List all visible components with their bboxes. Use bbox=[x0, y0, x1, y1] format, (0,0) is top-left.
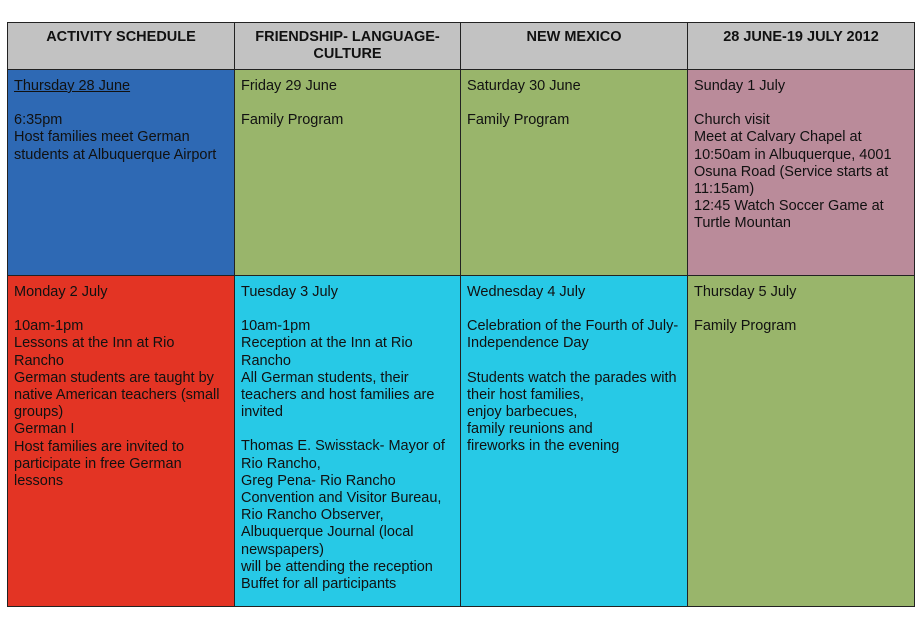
cell-sunday-1-july bbox=[688, 70, 915, 276]
event-text: fireworks in the evening bbox=[467, 438, 620, 455]
header-row bbox=[8, 23, 915, 70]
day-label: Wednesday 4 July bbox=[467, 284, 586, 300]
event-text: Meet at Calvary Chapel at 10:50am in Albuquerque, 4001 Osuna Road (Service starts at 11:15am) bbox=[694, 129, 896, 198]
day-label: Saturday 30 June bbox=[467, 78, 581, 94]
cell-thursday-28-june bbox=[8, 70, 235, 276]
header-dates: 28 JUNE-19 JULY 2012 bbox=[688, 23, 915, 70]
event-text: Greg Pena- Rio Rancho Convention and Visitor Bureau, bbox=[241, 472, 442, 507]
cell-tuesday-3-july bbox=[235, 276, 461, 607]
event-text: Family Program bbox=[241, 112, 344, 129]
event-text: Host families meet German students at Albuquerque Airport bbox=[14, 129, 217, 163]
event-text: Thomas E. Swisstack- Mayor of Rio Rancho, bbox=[241, 438, 449, 472]
header-activity-schedule: ACTIVITY SCHEDULE bbox=[8, 23, 235, 70]
cell-monday-2-july bbox=[8, 276, 235, 607]
header-new-mexico: NEW MEXICO bbox=[461, 23, 688, 70]
cell-friday-29-june bbox=[235, 70, 461, 276]
event-text: All German students, their teachers and host families are invited bbox=[241, 369, 439, 421]
event-text: will be attending the reception bbox=[241, 558, 433, 575]
week-row-2 bbox=[8, 276, 915, 607]
event-text: German I bbox=[14, 421, 75, 438]
day-label: Monday 2 July bbox=[14, 284, 108, 300]
cell-wednesday-4-july bbox=[461, 276, 688, 607]
event-text: Celebration of the Fourth of July- Independence Day bbox=[467, 318, 683, 352]
header-friendship: FRIENDSHIP- LANGUAGE-CULTURE bbox=[235, 23, 461, 70]
event-text: Host families are invited to participate in free German lessons bbox=[14, 438, 189, 490]
day-label: Sunday 1 July bbox=[694, 78, 786, 94]
activity-schedule-table bbox=[7, 22, 915, 607]
event-text: Reception at the Inn at Rio Rancho bbox=[241, 335, 417, 369]
event-text: Church visit bbox=[694, 112, 770, 129]
event-text: Rio Rancho Observer, bbox=[241, 507, 384, 524]
event-text: enjoy barbecues, bbox=[467, 404, 578, 421]
day-label: Thursday 28 June bbox=[14, 78, 131, 94]
event-text: 12:45 Watch Soccer Game at Turtle Mountan bbox=[694, 198, 888, 232]
week-row-1 bbox=[8, 70, 915, 276]
event-text: German students are taught by native American teachers (small groups) bbox=[14, 369, 224, 421]
day-label: Thursday 5 July bbox=[694, 284, 797, 300]
event-text: Albuquerque Journal (local newspapers) bbox=[241, 524, 418, 558]
event-time: 6:35pm bbox=[14, 112, 63, 129]
event-text: Students watch the parades with their host families, bbox=[467, 369, 681, 403]
event-text: family reunions and bbox=[467, 421, 593, 438]
event-text: Buffet for all participants bbox=[241, 576, 397, 593]
cell-saturday-30-june bbox=[461, 70, 688, 276]
event-time: 10am-1pm bbox=[241, 318, 311, 335]
event-text: Family Program bbox=[467, 112, 570, 129]
day-label: Friday 29 June bbox=[241, 78, 337, 94]
event-time: 10am-1pm bbox=[14, 318, 84, 335]
event-text: Lessons at the Inn at Rio Rancho bbox=[14, 335, 179, 369]
event-text: Family Program bbox=[694, 318, 797, 335]
day-label: Tuesday 3 July bbox=[241, 284, 338, 300]
cell-thursday-5-july bbox=[688, 276, 915, 607]
